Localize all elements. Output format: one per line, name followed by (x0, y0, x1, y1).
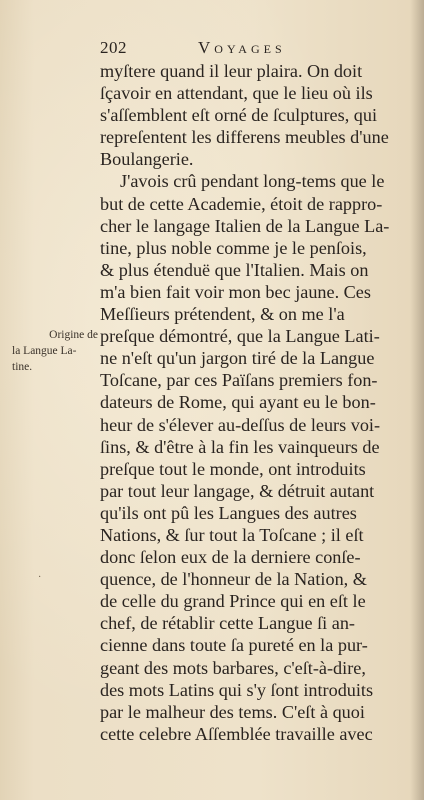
margin-note-line: Origine de (49, 329, 98, 341)
text-line: cher le langage Italien de la Langue La- (100, 215, 390, 236)
text-line: but de cette Academie, étoit de rappro- (100, 193, 383, 214)
ink-speck: · (38, 572, 42, 583)
text-line: m'a bien fait voir mon bec jaune. Ces (100, 281, 371, 302)
body-text (100, 60, 424, 745)
text-line: quence, de l'honneur de la Nation, & (100, 569, 367, 590)
text-line: donc ſelon eux de la derniere conſe- (100, 547, 361, 568)
text-line: preſque tout le monde, ont introduits (100, 458, 366, 479)
text-line: ne n'eſt qu'un jargon tiré de la Langue (100, 348, 375, 369)
text-line: Toſcane, par ces Païſans premiers fon- (100, 370, 378, 391)
text-line: dateurs de Rome, qui ayant eu le bon- (100, 392, 376, 413)
margin-note (12, 327, 98, 375)
text-line: preſque démontré, que la Langue Lati- (100, 326, 380, 347)
text-line: & plus étenduë que l'Italien. Mais on (100, 259, 369, 280)
margin-note-line: tine. (12, 361, 33, 373)
text-line: geant des mots barbares, c'eſt-à-dire, (100, 657, 366, 678)
text-line: Boulangerie. (100, 149, 194, 170)
text-line: qu'ils ont pû les Langues des autres (100, 502, 357, 523)
text-line: cette celebre Aſſemblée travaille avec (100, 723, 373, 744)
text-line: par tout leur langage, & détruit autant (100, 480, 375, 501)
text-line: s'aſſemblent eſt orné de ſculptures, qui (100, 105, 378, 126)
text-line: ſçavoir en attendant, que le lieu où ils (100, 83, 373, 104)
text-line: ſins, & d'être à la fin les vainqueurs de (100, 436, 380, 457)
text-line: J'avois crû pendant long-tems que le (120, 171, 385, 192)
text-line: tine, plus noble comme je le penſois, (100, 237, 367, 258)
text-line: des mots Latins qui s'y ſont introduits (100, 679, 374, 700)
text-line: repreſentent les differens meubles d'une (100, 127, 389, 148)
text-line: cienne dans toute ſa pureté en la pur- (100, 635, 368, 656)
margin-note-line: la Langue La- (12, 345, 77, 357)
text-line: Nations, & ſur tout la Toſcane ; il eſt (100, 524, 364, 545)
text-line: myſtere quand il leur plaira. On doit (100, 61, 363, 81)
text-line: de celle du grand Prince qui en eſt le (100, 591, 366, 612)
text-line: chef, de rétablir cette Langue ſi an- (100, 613, 355, 634)
text-line: par le malheur des tems. C'eſt à quoi (100, 701, 365, 722)
page-number: 202 (100, 38, 127, 57)
running-title: Voyages (198, 38, 286, 57)
text-line: heur de s'élever au-deſſus de leurs voi- (100, 414, 381, 435)
page-header (100, 38, 420, 60)
text-line: Meſſieurs prétendent, & on me l'a (100, 304, 345, 325)
